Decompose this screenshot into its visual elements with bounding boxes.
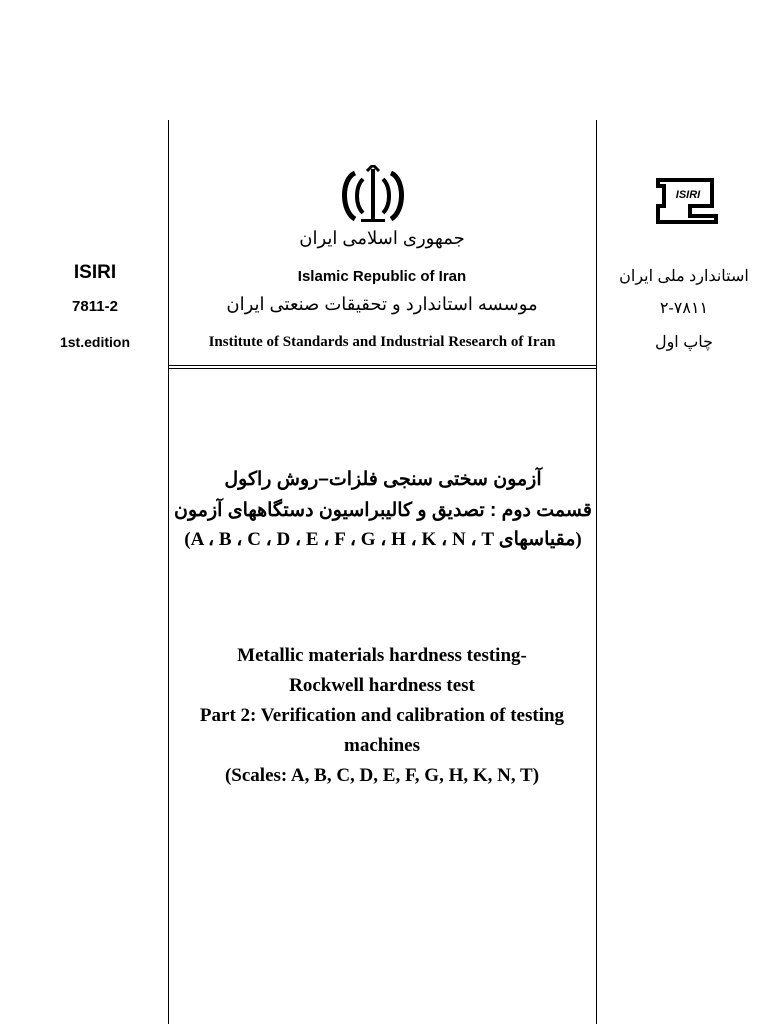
title-fa-line3: (مقیاسهای A ، B ، C ، D ، E ، F ، G ، H ، K ، N ، T)	[184, 529, 582, 550]
republic-fa: جمهوری اسلامی ایران	[299, 228, 465, 248]
right-divider	[596, 120, 597, 1024]
title-fa-line1: آزمون سختی سنجی فلزات–روش راکول	[224, 469, 542, 490]
title-en-line1: Metallic materials hardness testing-	[237, 645, 527, 666]
standard-number-fa: ۲-۷۸۱۱	[659, 300, 709, 317]
header-rule-bottom	[168, 368, 596, 369]
standard-code: ISIRI	[73, 262, 117, 283]
title-en-line3: Part 2: Verification and calibration of testing	[199, 705, 565, 726]
institute-en: Institute of Standards and Industrial Research of Iran	[208, 334, 556, 350]
title-en-line5: (Scales: A, B, C, D, E, F, G, H, K, N, T)	[224, 765, 540, 786]
isiri-logo-text: ISIRI	[675, 189, 701, 201]
title-en-line4: machines	[344, 735, 420, 756]
standard-label-fa: استاندارد ملی ایران	[619, 268, 749, 285]
header-rule-top	[168, 365, 596, 366]
republic-en: Islamic Republic of Iran	[297, 268, 467, 285]
iran-emblem-icon	[333, 165, 413, 225]
title-fa-line2: قسمت دوم : تصدیق و کالیبراسیون دستگاههای آزمون	[174, 500, 592, 521]
isiri-logo-icon	[654, 176, 720, 226]
edition-label-fa: چاپ اول	[654, 334, 714, 351]
edition-label: 1st.edition	[59, 334, 130, 350]
institute-fa: موسسه استاندارد و تحقیقات صنعتی ایران	[226, 294, 538, 314]
title-en-line2: Rockwell hardness test	[289, 675, 475, 696]
left-divider	[168, 120, 169, 1024]
standard-number: 7811-2	[72, 298, 118, 315]
